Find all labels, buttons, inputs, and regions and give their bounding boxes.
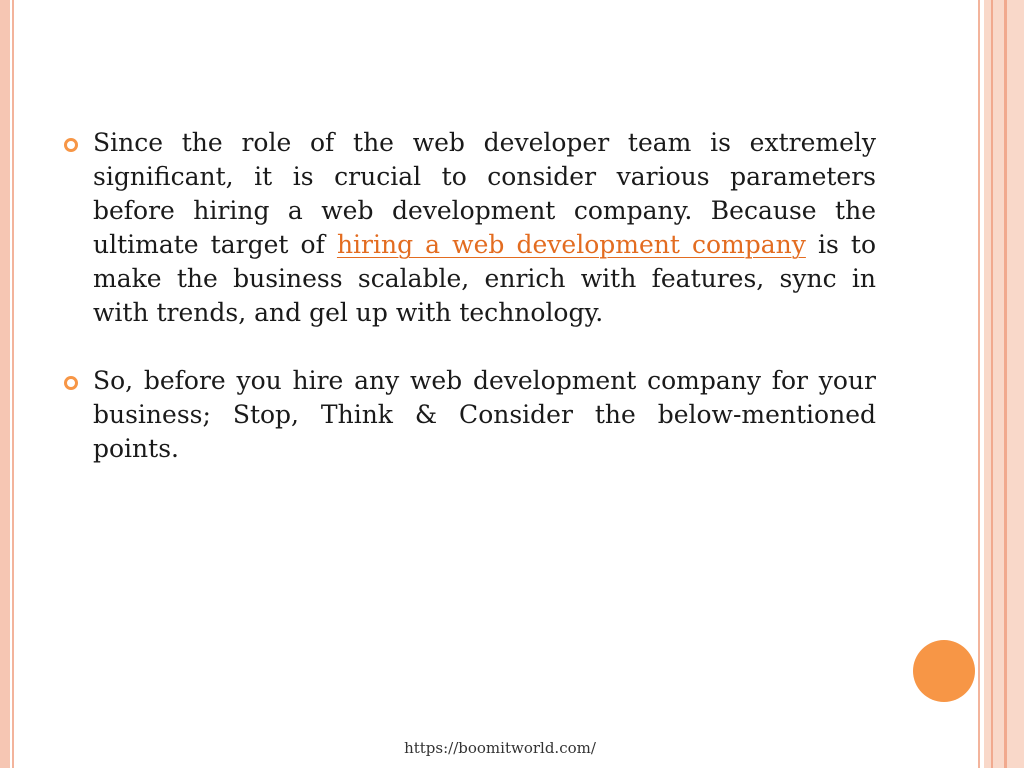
hiring-web-development-link[interactable]: hiring a web development company (336, 230, 806, 259)
decorative-circle-icon (913, 640, 975, 702)
bullet-text-1-after: is to make the business scalable, enrich with features, sync in with trends, and gel up with technology. (93, 230, 877, 327)
bullet-text-2: So, before you hire any web development company for your business; Stop, Think & Consider the below-mentioned points. (93, 366, 876, 463)
bullet-text-1-before: Since the role of the web developer team is extremely significant, it is crucial to consider various parameters before hiring a web development company. Because the ultimate target of (93, 128, 876, 259)
slide-body (64, 126, 876, 500)
frame-left-border (0, 0, 10, 768)
bullet-item-2 (64, 364, 876, 466)
bullet-item-1 (64, 126, 876, 330)
circle-bullet-icon (64, 138, 78, 152)
circle-bullet-icon (64, 376, 78, 390)
frame-right-inner-line (991, 0, 993, 768)
frame-right-rule (978, 0, 980, 768)
frame-right-outer-line (1004, 0, 1007, 768)
footer-url: https://boomitworld.com/ (404, 739, 596, 757)
frame-left-rule (12, 0, 14, 768)
bullet-text-1 (93, 126, 876, 330)
